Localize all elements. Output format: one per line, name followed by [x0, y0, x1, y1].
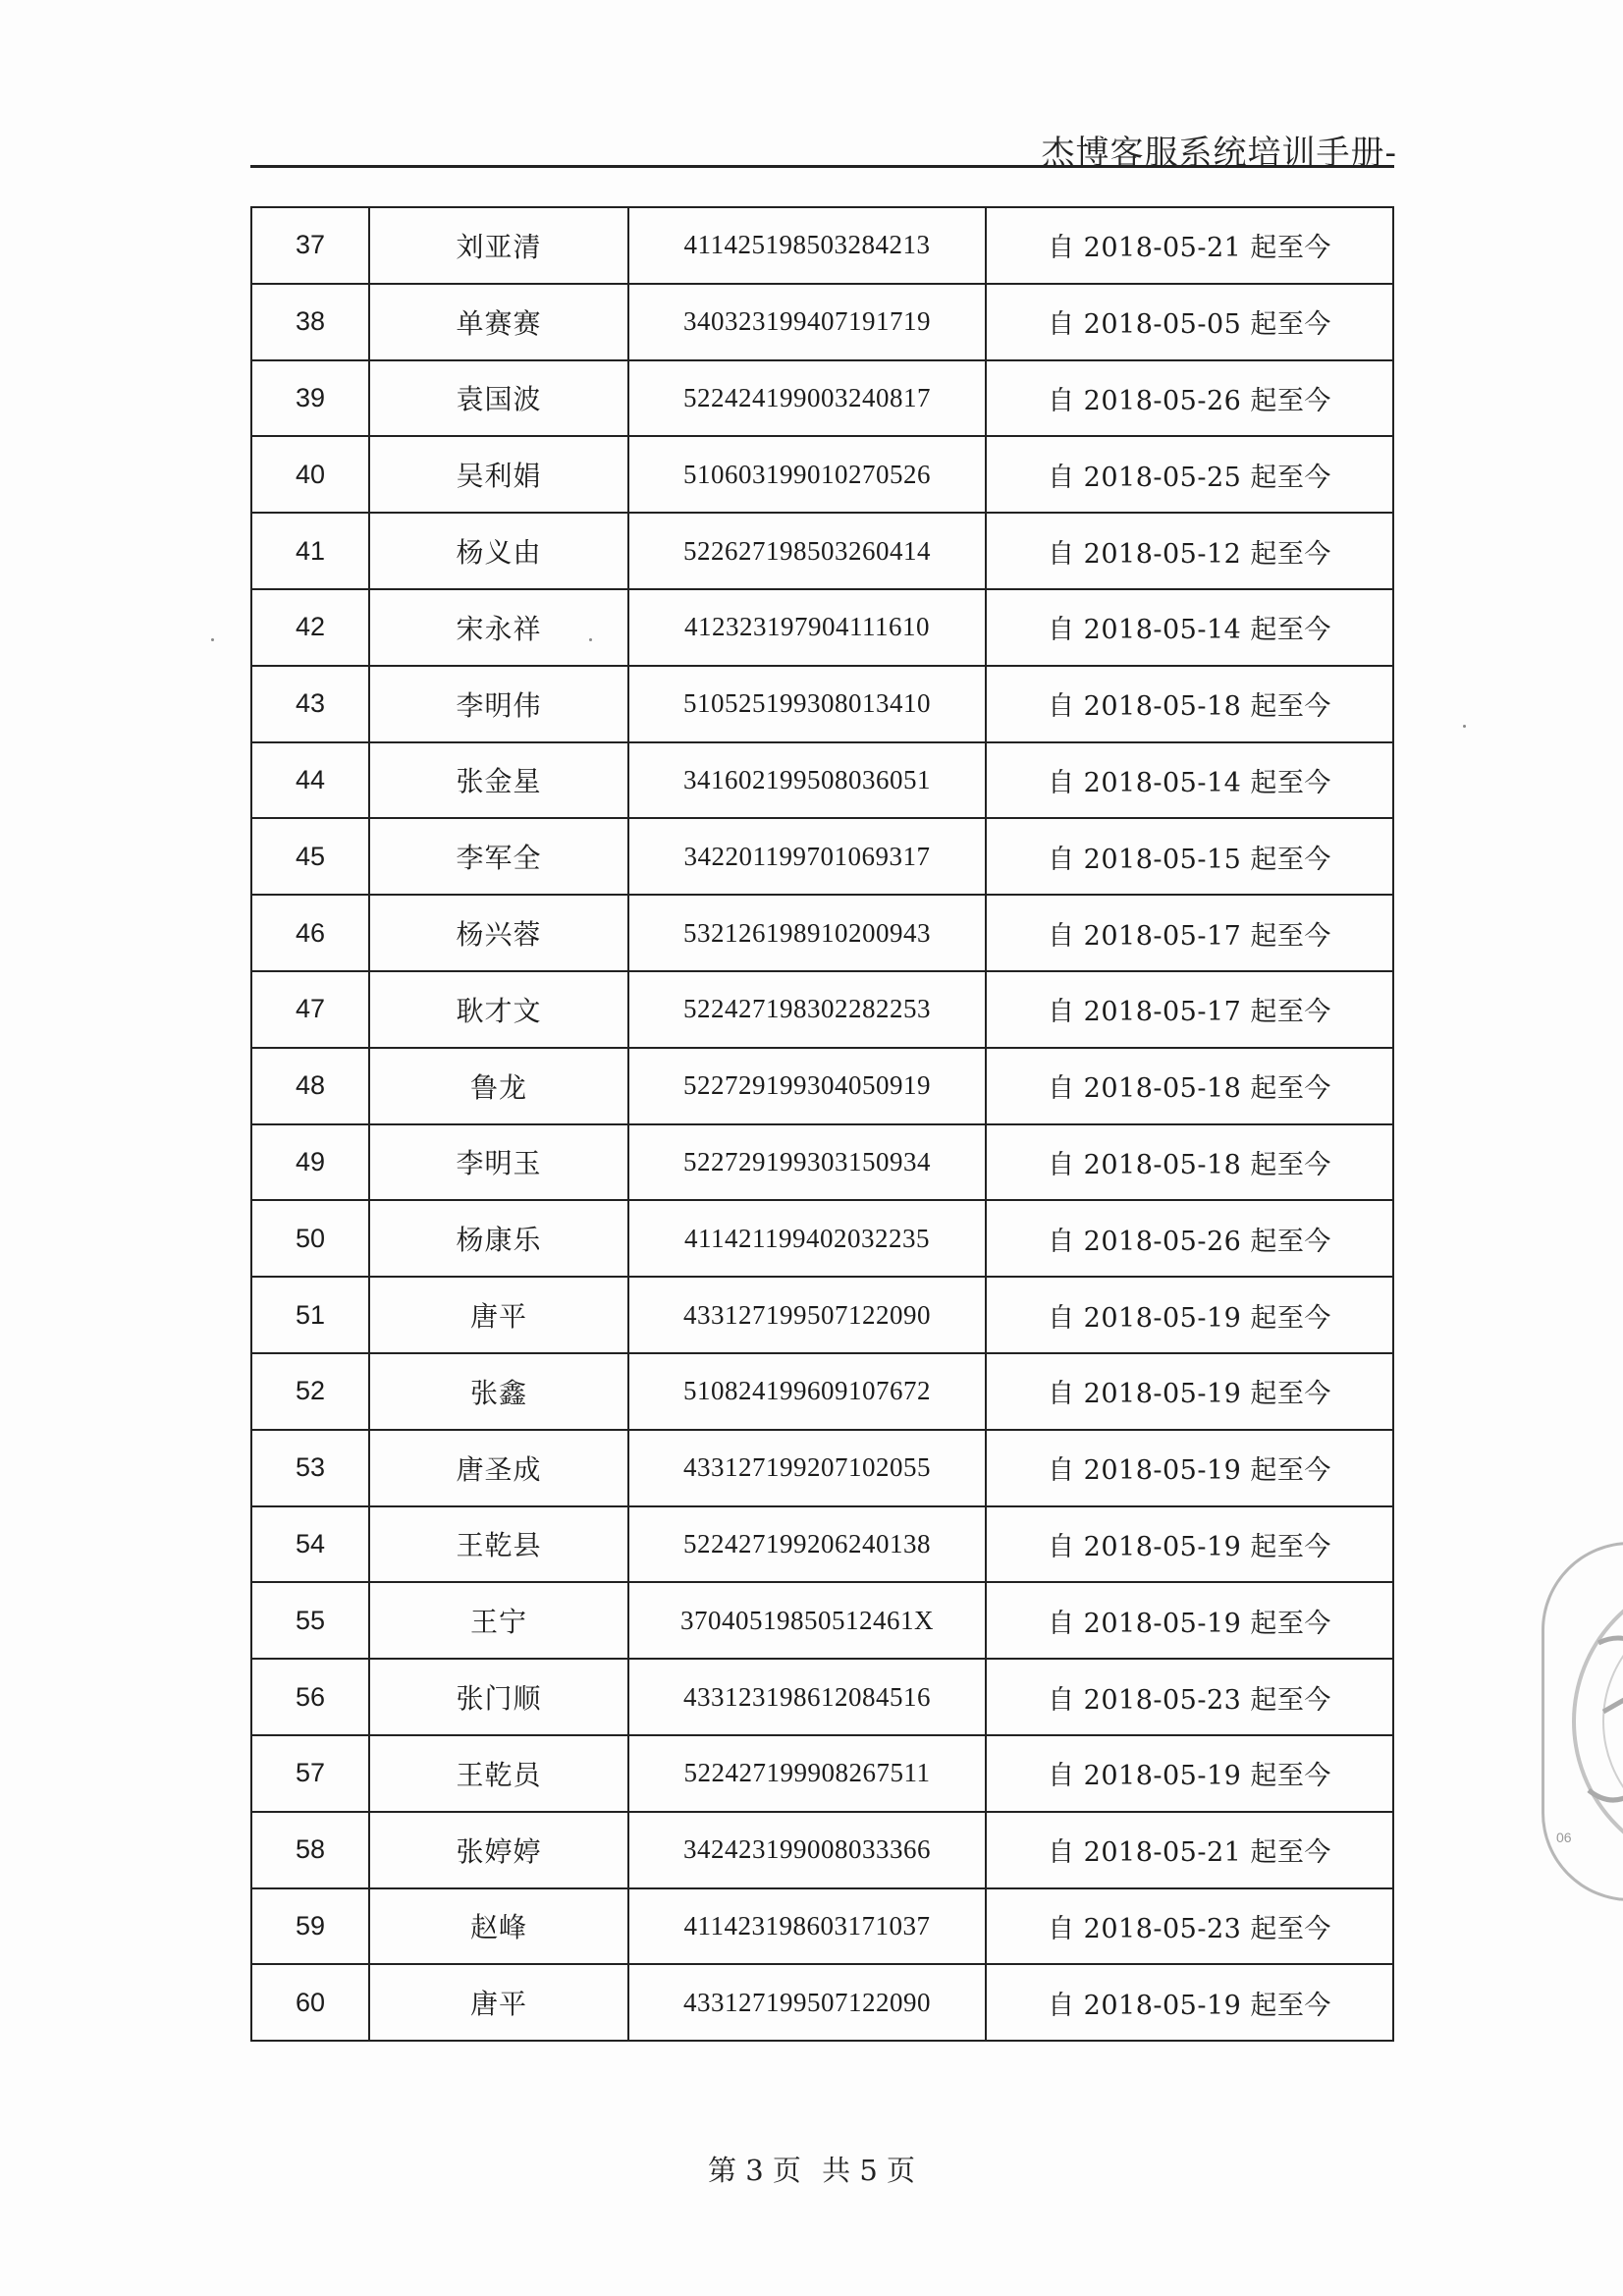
id-number: 522729199304050919 — [628, 1048, 986, 1124]
employment-period: 自 2018-05-19 起至今 — [986, 1506, 1393, 1583]
scan-speck — [211, 638, 214, 641]
id-number: 522427198302282253 — [628, 971, 986, 1048]
employee-name: 李明玉 — [369, 1124, 628, 1201]
employment-period: 自 2018-05-19 起至今 — [986, 1964, 1393, 2041]
row-index: 41 — [251, 513, 369, 589]
row-index: 58 — [251, 1812, 369, 1888]
row-index: 50 — [251, 1200, 369, 1277]
employee-name: 唐平 — [369, 1964, 628, 2041]
employee-name: 王宁 — [369, 1582, 628, 1659]
employee-name: 王乾县 — [369, 1506, 628, 1583]
table-row — [251, 1964, 1393, 2041]
row-index: 43 — [251, 666, 369, 742]
row-index: 38 — [251, 284, 369, 360]
table-row — [251, 1735, 1393, 1812]
table-row — [251, 666, 1393, 742]
id-number: 341602199508036051 — [628, 742, 986, 819]
employee-name: 张婷婷 — [369, 1812, 628, 1888]
row-index: 45 — [251, 818, 369, 895]
row-index: 59 — [251, 1888, 369, 1965]
row-index: 46 — [251, 895, 369, 971]
id-number: 411421199402032235 — [628, 1200, 986, 1277]
row-index: 52 — [251, 1353, 369, 1430]
id-number: 342423199008033366 — [628, 1812, 986, 1888]
employee-name: 杨康乐 — [369, 1200, 628, 1277]
table-row — [251, 436, 1393, 513]
employment-period: 自 2018-05-18 起至今 — [986, 1048, 1393, 1124]
employee-name: 李军全 — [369, 818, 628, 895]
employee-name: 唐平 — [369, 1277, 628, 1353]
employment-period: 自 2018-05-21 起至今 — [986, 207, 1393, 284]
employment-period: 自 2018-05-17 起至今 — [986, 895, 1393, 971]
employee-name: 赵峰 — [369, 1888, 628, 1965]
table-row — [251, 207, 1393, 284]
id-number: 433127199507122090 — [628, 1277, 986, 1353]
seal-number: 06 — [1556, 1830, 1572, 1845]
id-number: 342201199701069317 — [628, 818, 986, 895]
employment-period: 自 2018-05-19 起至今 — [986, 1277, 1393, 1353]
row-index: 39 — [251, 360, 369, 437]
id-number: 433123198612084516 — [628, 1659, 986, 1735]
page-total: 共 5 页 — [822, 2154, 915, 2187]
running-header: 杰博客服系统培训手册- — [1041, 134, 1397, 173]
row-index: 48 — [251, 1048, 369, 1124]
row-index: 55 — [251, 1582, 369, 1659]
employment-period: 自 2018-05-26 起至今 — [986, 360, 1393, 437]
id-number: 411423198603171037 — [628, 1888, 986, 1965]
employment-period: 自 2018-05-21 起至今 — [986, 1812, 1393, 1888]
employee-name: 鲁龙 — [369, 1048, 628, 1124]
row-index: 54 — [251, 1506, 369, 1583]
employee-name: 袁国波 — [369, 360, 628, 437]
employment-period: 自 2018-05-26 起至今 — [986, 1200, 1393, 1277]
table-row — [251, 818, 1393, 895]
employee-name: 唐圣成 — [369, 1430, 628, 1506]
employee-name: 杨兴蓉 — [369, 895, 628, 971]
row-index: 40 — [251, 436, 369, 513]
employee-name: 吴利娟 — [369, 436, 628, 513]
employment-period: 自 2018-05-23 起至今 — [986, 1888, 1393, 1965]
id-number: 433127199207102055 — [628, 1430, 986, 1506]
employee-name: 宋永祥 — [369, 589, 628, 666]
employee-name: 张金星 — [369, 742, 628, 819]
employment-period: 自 2018-05-15 起至今 — [986, 818, 1393, 895]
table-row — [251, 284, 1393, 360]
table-row — [251, 513, 1393, 589]
employment-period: 自 2018-05-14 起至今 — [986, 589, 1393, 666]
employment-period: 自 2018-05-18 起至今 — [986, 666, 1393, 742]
employee-name: 张门顺 — [369, 1659, 628, 1735]
id-number: 522729199303150934 — [628, 1124, 986, 1201]
page-footer — [0, 2149, 1623, 2189]
page-number: 第 3 页 — [708, 2154, 801, 2187]
id-number: 411425198503284213 — [628, 207, 986, 284]
table-row — [251, 1888, 1393, 1965]
employment-period: 自 2018-05-19 起至今 — [986, 1582, 1393, 1659]
row-index: 51 — [251, 1277, 369, 1353]
row-index: 53 — [251, 1430, 369, 1506]
row-index: 37 — [251, 207, 369, 284]
row-index: 56 — [251, 1659, 369, 1735]
employment-period: 自 2018-05-17 起至今 — [986, 971, 1393, 1048]
id-number: 510525199308013410 — [628, 666, 986, 742]
row-index: 44 — [251, 742, 369, 819]
table-row — [251, 1048, 1393, 1124]
id-number: 412323197904111610 — [628, 589, 986, 666]
employment-period: 自 2018-05-19 起至今 — [986, 1735, 1393, 1812]
id-number: 532126198910200943 — [628, 895, 986, 971]
header-rule — [250, 165, 1394, 168]
employee-name: 杨义由 — [369, 513, 628, 589]
employment-period: 自 2018-05-19 起至今 — [986, 1430, 1393, 1506]
id-number: 37040519850512461X — [628, 1582, 986, 1659]
table-row — [251, 1659, 1393, 1735]
row-index: 57 — [251, 1735, 369, 1812]
employee-table — [250, 206, 1394, 2042]
id-number: 522424199003240817 — [628, 360, 986, 437]
table-row — [251, 1582, 1393, 1659]
table-row — [251, 1200, 1393, 1277]
employee-name: 刘亚清 — [369, 207, 628, 284]
table-row — [251, 742, 1393, 819]
id-number: 522427199206240138 — [628, 1506, 986, 1583]
table-row — [251, 971, 1393, 1048]
row-index: 42 — [251, 589, 369, 666]
official-seal — [1542, 1542, 1623, 1901]
employee-table-body — [251, 207, 1393, 2041]
employment-period: 自 2018-05-05 起至今 — [986, 284, 1393, 360]
scan-speck — [1463, 725, 1466, 728]
scan-speck — [589, 638, 592, 641]
employee-name: 耿才文 — [369, 971, 628, 1048]
employee-name: 张鑫 — [369, 1353, 628, 1430]
id-number: 510603199010270526 — [628, 436, 986, 513]
employment-period: 自 2018-05-12 起至今 — [986, 513, 1393, 589]
id-number: 433127199507122090 — [628, 1964, 986, 2041]
table-row — [251, 1353, 1393, 1430]
employee-name: 王乾员 — [369, 1735, 628, 1812]
employment-period: 自 2018-05-18 起至今 — [986, 1124, 1393, 1201]
row-index: 47 — [251, 971, 369, 1048]
table-row — [251, 1124, 1393, 1201]
table-row — [251, 1506, 1393, 1583]
table-row — [251, 589, 1393, 666]
table-row — [251, 1430, 1393, 1506]
employment-period: 自 2018-05-23 起至今 — [986, 1659, 1393, 1735]
id-number: 522427199908267511 — [628, 1735, 986, 1812]
employment-period: 自 2018-05-25 起至今 — [986, 436, 1393, 513]
employment-period: 自 2018-05-14 起至今 — [986, 742, 1393, 819]
table-row — [251, 895, 1393, 971]
employee-name: 单赛赛 — [369, 284, 628, 360]
seal-graphic — [1544, 1545, 1623, 1898]
table-row — [251, 1277, 1393, 1353]
row-index: 60 — [251, 1964, 369, 2041]
employee-name: 李明伟 — [369, 666, 628, 742]
row-index: 49 — [251, 1124, 369, 1201]
id-number: 510824199609107672 — [628, 1353, 986, 1430]
table-row — [251, 1812, 1393, 1888]
id-number: 522627198503260414 — [628, 513, 986, 589]
table-row — [251, 360, 1393, 437]
employment-period: 自 2018-05-19 起至今 — [986, 1353, 1393, 1430]
id-number: 340323199407191719 — [628, 284, 986, 360]
